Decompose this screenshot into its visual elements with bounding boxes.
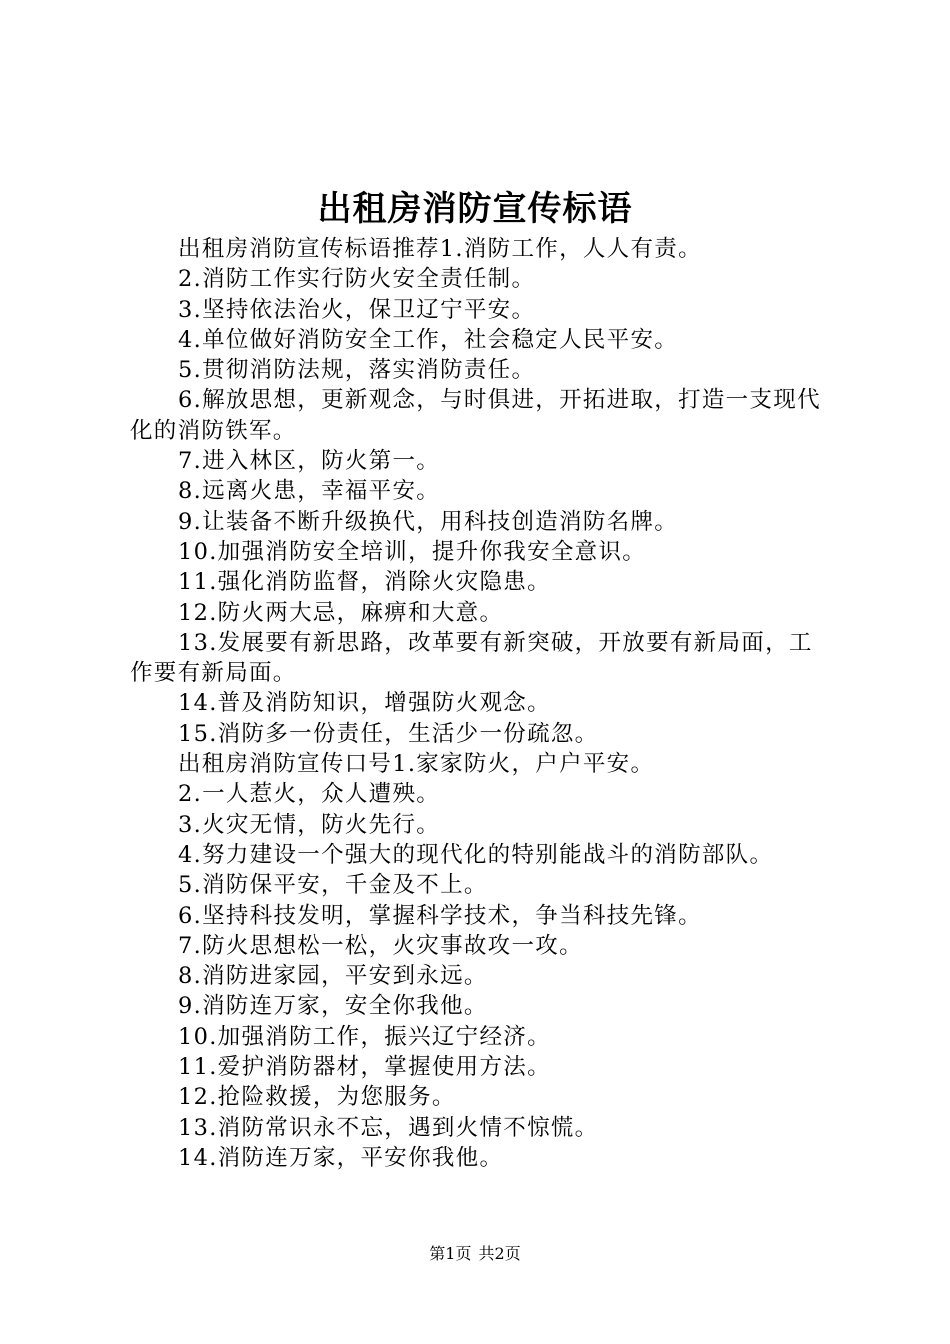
paragraph: 11.爱护消防器材，掌握使用方法。 [178, 1054, 551, 1081]
paragraph: 出租房消防宣传标语推荐1.消防工作，人人有责。 [178, 236, 702, 262]
paragraph: 3.坚持依法治火，保卫辽宁平安。 [178, 296, 536, 323]
paragraph: 2.消防工作实行防火安全责任制。 [178, 266, 536, 293]
paragraph: 3.火灾无情，防火先行。 [178, 811, 441, 838]
paragraph: 12.抢险救援，为您服务。 [178, 1084, 456, 1111]
paragraph: 10.加强消防工作，振兴辽宁经济。 [178, 1023, 551, 1050]
paragraph: 15.消防多一份责任，生活少一份疏忽。 [178, 720, 599, 747]
paragraph: 13.消防常识永不忘，遇到火情不惊慌。 [178, 1114, 599, 1141]
paragraph: 14.消防连万家，平安你我他。 [178, 1144, 504, 1171]
paragraph: 2.一人惹火，众人遭殃。 [178, 781, 441, 808]
paragraph: 4.努力建设一个强大的现代化的特别能战斗的消防部队。 [178, 841, 774, 868]
paragraph: 5.消防保平安，千金及不上。 [178, 872, 488, 899]
paragraph: 6.坚持科技发明，掌握科学技术，争当科技先锋。 [178, 902, 702, 929]
paragraph: 7.防火思想松一松，火灾事故攻一攻。 [178, 932, 583, 959]
paragraph: 9.让装备不断升级换代，用科技创造消防名牌。 [178, 508, 679, 535]
paragraph: 14.普及消防知识，增强防火观念。 [178, 690, 551, 717]
document-body [130, 234, 830, 1173]
paragraph: 出租房消防宣传口号1.家家防火，户户平安。 [178, 751, 655, 778]
paragraph: 6.解放思想，更新观念，与时俱进，开拓进取，打造一支现代化的消防铁军。 [130, 387, 821, 444]
paragraph: 11.强化消防监督，消除火灾隐患。 [178, 569, 551, 596]
paragraph: 10.加强消防安全培训，提升你我安全意识。 [178, 538, 647, 565]
paragraph: 8.远离火患，幸福平安。 [178, 478, 441, 505]
paragraph: 7.进入林区，防火第一。 [178, 448, 441, 475]
page-number-footer: 第1页 共2页 [429, 1244, 521, 1263]
paragraph: 13.发展要有新思路，改革要有新突破，开放要有新局面，工作要有新局面。 [130, 629, 813, 687]
paragraph: 12.防火两大忌，麻痹和大意。 [178, 599, 504, 626]
paragraph: 9.消防连万家，安全你我他。 [178, 993, 488, 1020]
paragraph: 5.贯彻消防法规，落实消防责任。 [178, 357, 536, 384]
paragraph: 8.消防进家园，平安到永远。 [178, 963, 488, 990]
document-title: 出租房消防宣传标语 [317, 189, 633, 229]
paragraph: 4.单位做好消防安全工作，社会稳定人民平安。 [178, 326, 679, 353]
